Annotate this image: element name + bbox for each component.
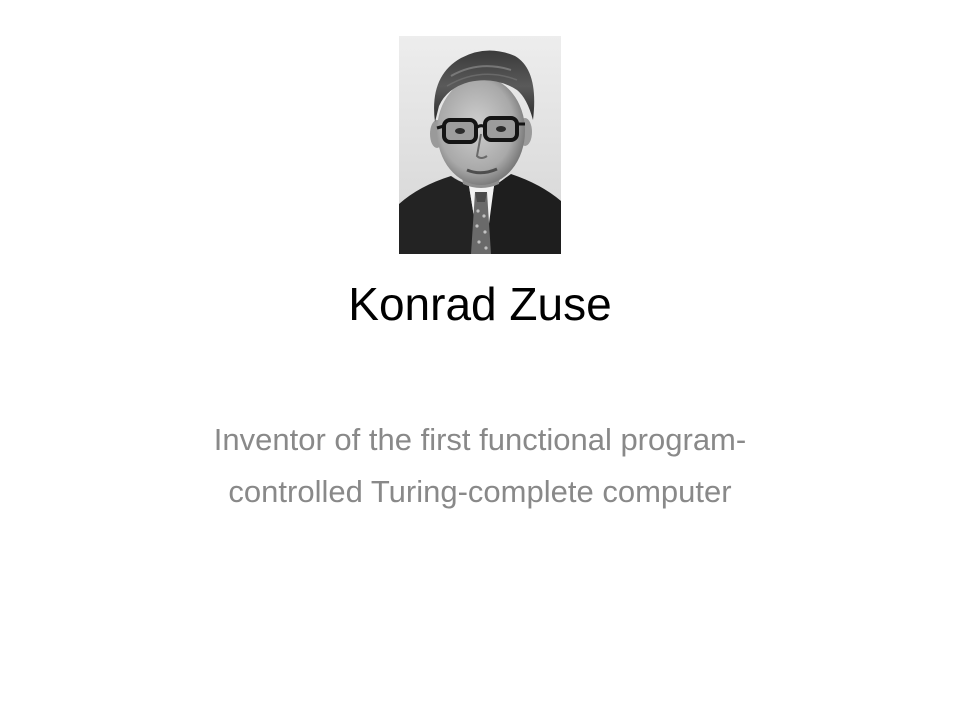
portrait-illustration — [399, 36, 561, 254]
slide-subtitle — [100, 414, 860, 518]
subtitle-line-1: Inventor of the first functional program- — [213, 422, 747, 457]
portrait-photo — [399, 36, 561, 254]
slide-title: Konrad Zuse — [348, 278, 612, 330]
subtitle-line-2: controlled Turing-complete computer — [228, 474, 732, 509]
